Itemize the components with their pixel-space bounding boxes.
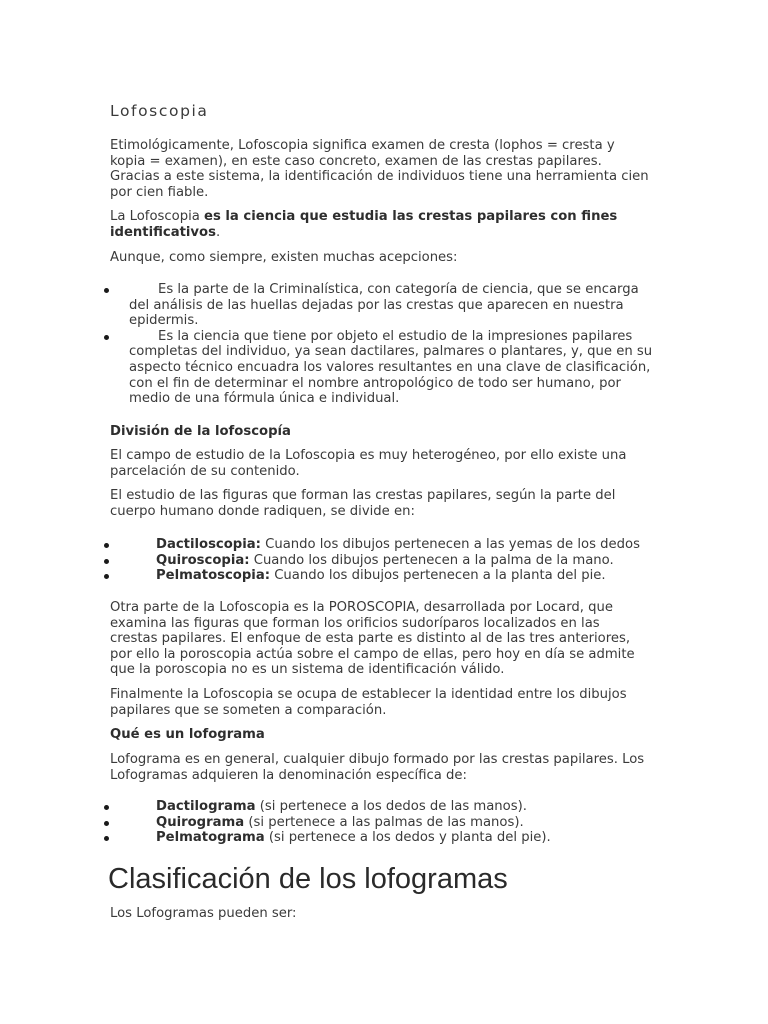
list-item: [0, 553, 660, 569]
heading-clasificacion: Clasificación de los lofogramas: [108, 863, 508, 895]
paragraph-etimologia: Etimológicamente, Lofoscopia significa examen de cresta (lophos = cresta y kopia = examen), en este caso concreto, examen de las crestas papilares. Gracias a este sistema, la identificación de individuos tiene una herramienta cien por cien fiable.: [110, 138, 649, 200]
division-desc: Cuando los dibujos pertenecen a la palma de la mano.: [249, 552, 614, 568]
bullet-icon: [104, 574, 109, 579]
division-desc: Cuando los dibujos pertenecen a la planta del pie.: [270, 568, 606, 584]
acepciones-list: [0, 282, 660, 407]
definicion-bold: es la ciencia que estudia las crestas papilares con fines identificativos: [110, 209, 618, 240]
division-desc: Cuando los dibujos pertenecen a las yemas de los dedos: [260, 537, 640, 552]
paragraph-campo: El campo de estudio de la Lofoscopia es muy heterogéneo, por ello existe una parcelación de su contenido.: [110, 448, 627, 479]
acepcion-text: Es la ciencia que tiene por objeto el estudio de la impresiones papilares completas del individuo, ya sean dactilares, palmares o plantares, y, que en su aspecto técnico encuadra los valores resultantes en una clave de clasificación, con el fin de determinar el nombre antropológico de todo ser humano, por medio de una fórmula única e individual.: [129, 328, 653, 407]
paragraph-definicion: [110, 209, 650, 240]
heading-division: División de la lofoscopía: [110, 424, 291, 439]
list-item: [0, 568, 660, 584]
lofograma-term: Quirograma: [156, 814, 245, 830]
paragraph-lofograma: Lofograma es en general, cualquier dibujo formado por las crestas papilares. Los Lofogramas adquieren la denominación específica de:: [110, 752, 645, 783]
list-item: [0, 815, 660, 831]
lofogramas-list: [0, 799, 660, 846]
lofograma-term: Dactilograma: [156, 799, 256, 814]
paragraph-estudio: El estudio de las figuras que forman las crestas papilares, según la parte del cuerpo humano donde radiquen, se divide en:: [110, 488, 616, 519]
lofograma-term: Pelmatograma: [156, 830, 265, 846]
bullet-icon: [104, 821, 109, 826]
paragraph-poroscopia: Otra parte de la Lofoscopia es la POROSCOPIA, desarrollada por Locard, que examina las figuras que forman los orificios sudoríparos localizados en las crestas papilares. El enfoque de esta parte es distinto al de las tres anteriores, por ello la poroscopia actúa sobre el campo de ellas, pero hoy en día se admite que la poroscopia no es un sistema de identificación válido.: [110, 600, 635, 678]
definicion-post: .: [215, 224, 221, 240]
list-item: [0, 282, 660, 329]
bullet-icon: [104, 335, 109, 340]
paragraph-finalmente: Finalmente la Lofoscopia se ocupa de establecer la identidad entre los dibujos papilares que se someten a comparación.: [110, 687, 627, 718]
bullet-icon: [104, 559, 109, 564]
bullet-icon: [104, 805, 109, 810]
definicion-pre: La Lofoscopia: [110, 209, 205, 224]
paragraph-acepciones-intro: Aunque, como siempre, existen muchas acepciones:: [110, 250, 458, 265]
list-item: [0, 329, 660, 407]
bullet-icon: [104, 543, 109, 548]
bullet-icon: [104, 836, 109, 841]
divisiones-list: [0, 537, 660, 584]
list-item: [0, 799, 660, 815]
document-title: Lofoscopia: [110, 102, 209, 120]
division-term: Dactiloscopia:: [156, 537, 261, 552]
list-item: [0, 537, 660, 553]
acepcion-text: Es la parte de la Criminalística, con categoría de ciencia, que se encarga del análisis de las huellas dejadas por las crestas que aparecen en nuestra epidermis.: [129, 282, 639, 329]
paragraph-pueden-ser: Los Lofogramas pueden ser:: [110, 906, 297, 921]
lofograma-desc: (si pertenece a los dedos de las manos).: [255, 799, 527, 814]
division-term: Pelmatoscopia:: [156, 568, 270, 584]
lofograma-desc: (si pertenece a las palmas de las manos).: [244, 814, 524, 830]
list-item: [0, 830, 660, 846]
heading-lofograma: Qué es un lofograma: [110, 727, 265, 742]
division-term: Quiroscopia:: [156, 552, 250, 568]
lofograma-desc: (si pertenece a los dedos y planta del pie).: [264, 830, 551, 846]
bullet-icon: [104, 288, 109, 293]
